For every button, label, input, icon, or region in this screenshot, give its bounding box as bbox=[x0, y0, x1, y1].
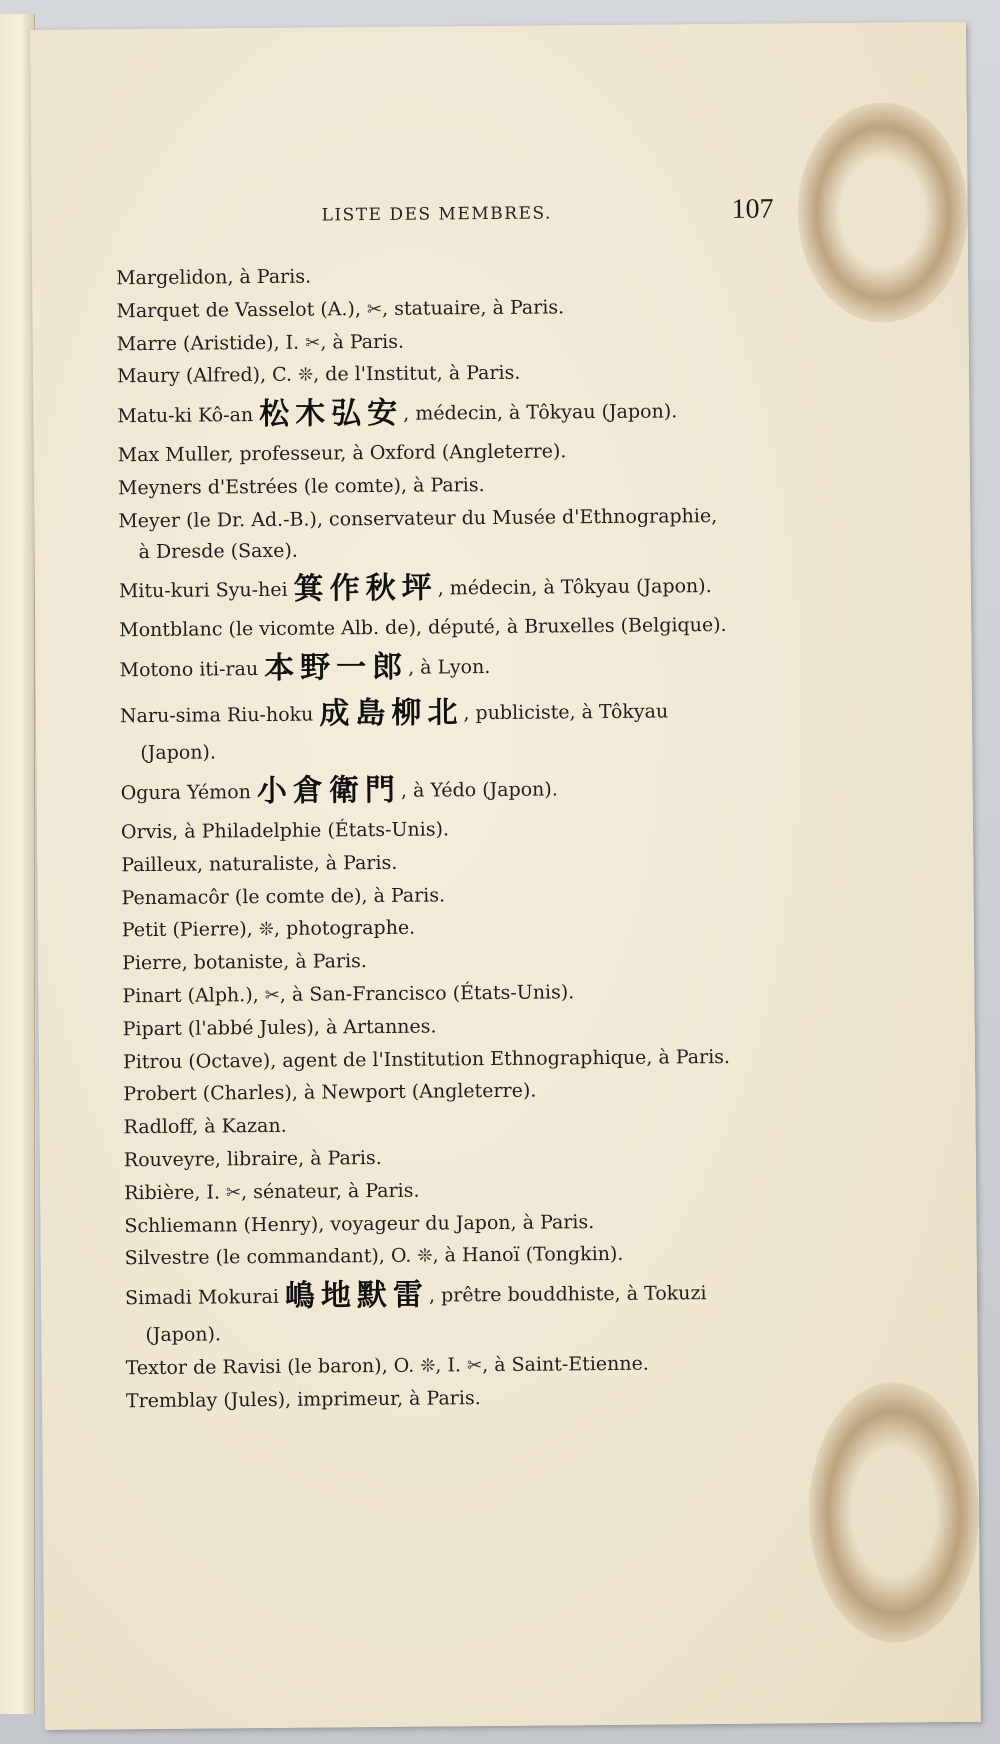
entry-text: Max Muller, professeur, à Oxford (Angleterre). bbox=[117, 440, 567, 467]
order-icon: ❊ bbox=[297, 364, 314, 387]
palm-icon: ✂ bbox=[225, 1181, 242, 1204]
kanji-name: 松木弘安 bbox=[259, 395, 404, 433]
palm-icon: ✂ bbox=[466, 1355, 483, 1377]
entry-detail: , photographe. bbox=[273, 917, 416, 941]
entry-text: Pailleux, naturaliste, à Paris. bbox=[121, 851, 398, 877]
member-entry bbox=[120, 691, 921, 765]
entry-name: Pinart (Alph.), bbox=[122, 983, 265, 1008]
entry-text: Pitrou (Octave), agent de l'Institution Ethnographique, à Paris. bbox=[122, 1045, 731, 1073]
member-entry bbox=[122, 913, 922, 943]
member-entry bbox=[116, 260, 916, 290]
page-number: 107 bbox=[731, 193, 774, 225]
running-title: LISTE DES MEMBRES. bbox=[321, 203, 552, 226]
entry-detail: , à Saint-Etienne. bbox=[482, 1352, 649, 1377]
member-entry bbox=[123, 1044, 923, 1074]
entry-detail: , médecin, à Tôkyau (Japon). bbox=[437, 575, 712, 600]
member-entry bbox=[121, 880, 921, 910]
member-entry bbox=[124, 1208, 924, 1238]
entry-text: Orvis, à Philadelphie (États-Unis). bbox=[120, 818, 450, 844]
entry-text: Meyners d'Estrées (le comte), à Paris. bbox=[117, 474, 485, 500]
kanji-name: 嶋地默雷 bbox=[284, 1277, 430, 1314]
entry-detail: , à Lyon. bbox=[408, 656, 491, 679]
palm-icon: ✂ bbox=[305, 332, 321, 354]
entry-name: Ogura Yémon bbox=[120, 781, 258, 805]
entry-detail: , de l'Institut, à Paris. bbox=[313, 362, 521, 386]
member-entry bbox=[121, 847, 921, 877]
kanji-name: 成島柳北 bbox=[319, 695, 464, 732]
entry-text: Probert (Charles), à Newport (Angleterre). bbox=[123, 1079, 537, 1106]
entry-name: Mitu-kuri Syu-hei bbox=[118, 579, 294, 603]
entry-continuation: à Dresde (Saxe). bbox=[138, 539, 298, 563]
facing-page-edge bbox=[0, 14, 35, 1714]
entry-text: Schliemann (Henry), voyageur du Japon, à Paris. bbox=[124, 1210, 595, 1237]
member-entry bbox=[124, 1142, 924, 1172]
entry-name: Simadi Mokurai bbox=[124, 1285, 286, 1310]
entry-detail: , sénateur, à Paris. bbox=[241, 1179, 420, 1203]
entry-text: Radloff, à Kazan. bbox=[123, 1114, 287, 1139]
entry-name: Silvestre (le commandant), O. bbox=[124, 1244, 418, 1270]
entry-detail: , médecin, à Tôkyau (Japon). bbox=[403, 400, 678, 425]
member-entry bbox=[123, 1077, 923, 1107]
entry-continuation: (Japon). bbox=[140, 741, 217, 765]
member-entry bbox=[123, 1109, 923, 1139]
entry-detail: , à San-Francisco (États-Unis). bbox=[279, 981, 575, 1006]
kanji-name: 本野一郎 bbox=[264, 649, 409, 687]
member-entry bbox=[126, 1383, 926, 1413]
book-page bbox=[30, 22, 981, 1730]
entry-continuation: (Japon). bbox=[145, 1323, 222, 1347]
member-entry bbox=[123, 1011, 923, 1041]
entry-text: Pierre, botaniste, à Paris. bbox=[122, 950, 368, 975]
member-entry bbox=[117, 326, 917, 356]
entry-name: Motono iti-rau bbox=[119, 658, 265, 682]
member-entry bbox=[125, 1273, 926, 1347]
member-entry bbox=[125, 1241, 925, 1271]
member-entry bbox=[124, 1175, 924, 1205]
member-list bbox=[116, 260, 926, 1422]
entry-name: Textor de Ravisi (le baron), O. bbox=[125, 1354, 421, 1380]
entry-name: Maury (Alfred), C. bbox=[116, 364, 299, 388]
member-entry bbox=[119, 567, 919, 610]
kanji-name: 小倉衛門 bbox=[256, 772, 402, 810]
water-stain-bottom bbox=[808, 1382, 980, 1643]
entry-name: Matu-ki Kô-an bbox=[117, 404, 260, 428]
entry-text: Penamacôr (le comte de), à Paris. bbox=[121, 883, 446, 909]
member-entry bbox=[119, 613, 919, 643]
entry-text: Montblanc (le vicomte Alb. de), député, à Bruxelles (Belgique). bbox=[119, 614, 727, 642]
palm-icon: ✂ bbox=[366, 298, 383, 320]
entry-text: , I. bbox=[435, 1354, 468, 1377]
entry-text: Pipart (l'abbé Jules), à Artannes. bbox=[122, 1015, 437, 1040]
entry-detail: , à Paris. bbox=[320, 330, 405, 354]
entry-name: Ribière, I. bbox=[124, 1181, 227, 1204]
member-entry bbox=[121, 768, 921, 811]
entry-text: Meyer (le Dr. Ad.-B.), conservateur du Musée d'Ethnographie, bbox=[118, 504, 718, 533]
member-entry bbox=[121, 814, 921, 844]
member-entry bbox=[118, 437, 918, 467]
entry-name: Naru-sima Riu-hoku bbox=[119, 703, 320, 728]
entry-detail: , à Yédo (Japon). bbox=[400, 778, 558, 802]
entry-detail: , statuaire, à Paris. bbox=[381, 296, 565, 320]
member-entry bbox=[118, 503, 918, 564]
order-icon: ❊ bbox=[417, 1245, 433, 1267]
member-entry bbox=[116, 293, 916, 323]
entry-detail: , à Hanoï (Tongkin). bbox=[432, 1243, 624, 1267]
entry-name: Petit (Pierre), bbox=[121, 918, 259, 942]
order-icon: ❊ bbox=[420, 1355, 436, 1377]
entry-text: Rouveyre, libraire, à Paris. bbox=[123, 1146, 382, 1172]
member-entry bbox=[126, 1350, 926, 1380]
order-icon: ❊ bbox=[258, 919, 275, 941]
member-entry bbox=[118, 470, 918, 500]
member-entry bbox=[117, 359, 917, 389]
member-entry bbox=[119, 645, 919, 688]
entry-text: Tremblay (Jules), imprimeur, à Paris. bbox=[125, 1386, 481, 1412]
member-entry bbox=[122, 978, 922, 1008]
member-entry bbox=[122, 945, 922, 975]
kanji-name: 箕作秋坪 bbox=[293, 570, 438, 608]
entry-detail: , publiciste, à Tôkyau bbox=[463, 700, 669, 725]
entry-name: Marquet de Vasselot (A.), bbox=[116, 297, 368, 323]
entry-detail: , prêtre bouddhiste, à Tokuzi bbox=[428, 1282, 707, 1307]
running-head bbox=[32, 194, 968, 242]
entry-text: Margelidon, à Paris. bbox=[116, 265, 312, 290]
member-entry bbox=[117, 391, 917, 434]
palm-icon: ✂ bbox=[264, 984, 280, 1006]
entry-name: Marre (Aristide), I. bbox=[116, 331, 306, 355]
